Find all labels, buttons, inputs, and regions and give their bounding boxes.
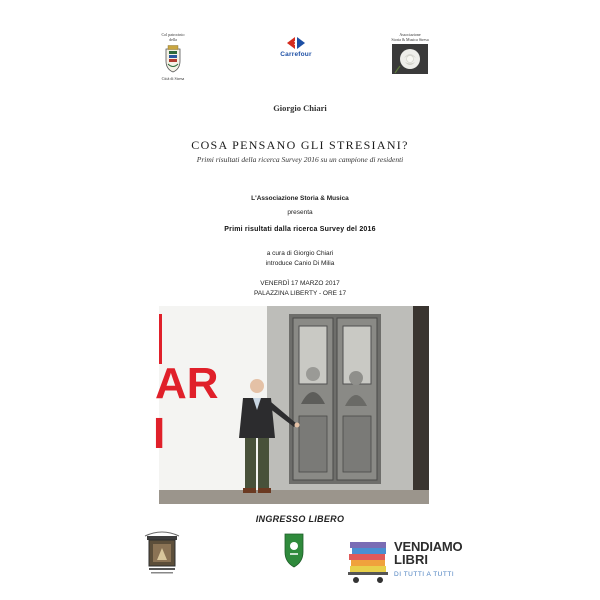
- event-photo: [153, 306, 429, 504]
- white-rose-icon: [392, 44, 428, 74]
- vendiamo-line1: VENDIAMO: [394, 539, 463, 554]
- vendiamo-line2: LIBRI: [394, 552, 428, 567]
- association-logo: [386, 32, 434, 74]
- association-line1: Associazione: [399, 32, 421, 37]
- event-subtitle: Primi risultati della ricerca Survey 2016 su un campione di residenti: [196, 155, 404, 164]
- green-shield-icon: [283, 532, 305, 568]
- introduction-text: introduce Canio Di Milia: [265, 260, 335, 267]
- carrefour-logo: [268, 36, 324, 58]
- carrefour-wordmark: Carrefour: [280, 51, 312, 58]
- event-venue: PALAZZINA LIBERTY - ORE 17: [253, 290, 347, 297]
- wall-text-i: I: [153, 409, 166, 458]
- wall-text-ar: AR: [155, 359, 219, 408]
- vendiamo-tagline: DI TUTTI A TUTTI: [394, 571, 455, 578]
- patronage-city: Città di Stresa: [161, 76, 185, 81]
- association-line2: Storia & Musica Stresa: [391, 37, 429, 42]
- library-logo-icon: [143, 530, 181, 576]
- event-title: COSA PENSANO GLI STRESIANI?: [191, 138, 409, 152]
- results-title: Primi risultati dalla ricerca Survey del 2016: [224, 226, 376, 233]
- city-crest-icon: [162, 45, 184, 73]
- city-patronage-logo: [150, 32, 196, 81]
- carrefour-icon: [285, 36, 307, 50]
- curator-text: a cura di Giorgio Chiari: [266, 250, 334, 257]
- vendiamo-libri-logo: [346, 536, 463, 586]
- association-name: L'Associazione Storia & Musica: [251, 195, 349, 202]
- books-cart-icon: [346, 536, 392, 586]
- patronage-line2: della: [169, 37, 177, 42]
- free-entry-text: INGRESSO LIBERO: [255, 514, 345, 524]
- event-date: VENERDÌ 17 MARZO 2017: [260, 280, 340, 287]
- patronage-line1: Col patrocinio: [161, 32, 185, 37]
- presents-text: presenta: [287, 209, 313, 216]
- author-name: Giorgio Chiari: [273, 103, 327, 113]
